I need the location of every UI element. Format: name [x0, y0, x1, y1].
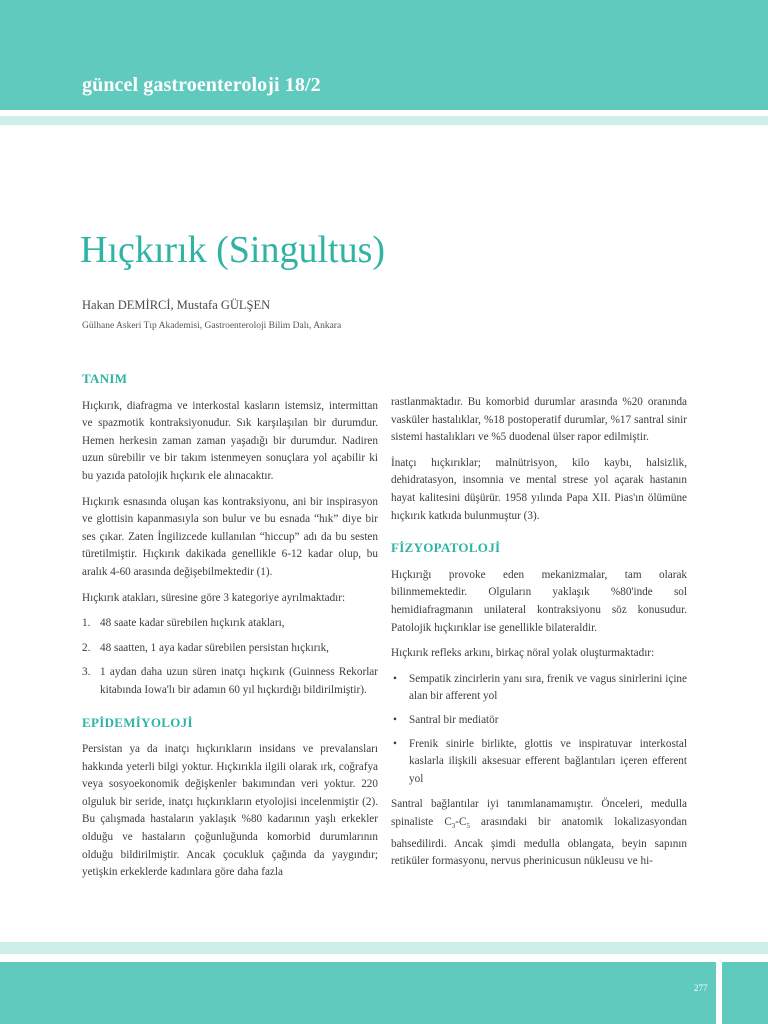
list-item [82, 640, 378, 658]
article-title: Hıçkırık (Singultus) [80, 229, 386, 271]
affiliation: Gülhane Askeri Tıp Akademisi, Gastroenteroloji Bilim Dalı, Ankara [82, 321, 342, 331]
subscript: 3 [451, 822, 456, 831]
paragraph: Hıçkırık atakları, süresine göre 3 kategoriye ayrılmaktadır: [82, 591, 346, 604]
list-item-text: Frenik sinirle birlikte, glottis ve inspiratuvar interkostal kaslarla ilişkili aksesuar efferent bağlantıları içeren efferent yol [409, 737, 687, 785]
section-heading-epidemiyoloji: EPİDEMİYOLOJİ [82, 714, 193, 730]
text-run: -C [455, 815, 467, 828]
paragraph: Hıçkırık, diafragma ve interkostal kasların istemsiz, intermittan ve spazmotik kontraksiyonudur. Sık karşılaşılan bir durumdur. Hemen herkesin zaman zaman yaşadığı bir durumdur. Nadiren uzun sürebilir ve bir takım istenmeyen sonuçlara yol açabilir ki bu yazıda patolojik hıçkırık ele alınacaktır. [82, 399, 378, 482]
list-item [391, 712, 687, 730]
list-item [82, 664, 378, 699]
numbered-list [82, 615, 378, 699]
footer-band [0, 962, 716, 1024]
list-number: 1. [82, 617, 91, 630]
paragraph: Hıçkırık esnasında oluşan kas kontraksiyonu, ani bir inspirasyon ve glottisin kapanmasıyla son bulur ve bu esnada “hık” diye bir ses çıkar. Zaten İngilizcede kullanılan “hiccup” adı da bu sesten türetilmiştir. Hıçkırık dakikada genellikle 6-12 kadar olup, bu aralık 4-60 arasında değişebilmektedir (1). [82, 495, 378, 578]
list-item [82, 615, 378, 633]
bullet-icon: • [393, 672, 397, 685]
section-heading-tanim: TANIM [82, 371, 128, 386]
subscript: 5 [466, 822, 470, 831]
header-stripe [0, 116, 768, 125]
paragraph [391, 796, 687, 871]
page-number: 277 [694, 983, 708, 993]
list-number: 2. [82, 641, 91, 654]
list-item-text: 48 saatten, 1 aya kadar sürebilen persistan hıçkırık, [100, 641, 329, 654]
section-heading-fizyopatoloji: FİZYOPATOLOJİ [391, 540, 501, 556]
right-column [391, 394, 687, 879]
footer-stripe [0, 942, 768, 954]
left-column [82, 370, 378, 890]
authors: Hakan DEMİRCİ, Mustafa GÜLŞEN [82, 298, 271, 312]
list-item [391, 736, 687, 789]
paragraph: rastlanmaktadır. Bu komorbid durumlar arasında %20 oranında vasküler hastalıklar, %18 postoperatif durumlar, %17 santral sinir sistemi hastalıkları ve %5 duodenal ülser rapor edilmiştir. [391, 396, 687, 444]
paragraph: Persistan ya da inatçı hıçkırıkların insidans ve prevalansları hakkında yeterli bilgi yoktur. Hıçkırıkla ilgili olarak ırk, coğrafya veya sosyoekonomik değişkenler bakımından veri yoktur. 220 olguluk bir seride, inatçı hıçkırıkların etyolojisi incelenmiştir (2). Bu çalışmada hastaların yaklaşık %80 kadarının yaşlı erkekler olduğu ve hastaların çoğunluğunda komorbid durumlarının olduğu bildirilmiştir. Ancak çocukluk çağında da yaygındır; yetişkin erkeklerde kadınlara göre daha fazla [82, 743, 378, 879]
text-run: Santral bağlantılar iyi tanımlanamamıştır. Önceleri, medulla spinaliste C [391, 798, 687, 828]
bullet-list [391, 671, 687, 789]
paragraph: İnatçı hıçkırıklar; malnütrisyon, kilo kaybı, halsizlik, dehidratasyon, insomnia ve mental strese yol açarak hastanın hayat kalitesini düşürür. 1958 yılında Papa XII. Pias'ın ölümüne hıçkırık katkıda bulunmuştur (3). [391, 456, 687, 522]
bullet-icon: • [393, 713, 397, 726]
list-number: 3. [82, 666, 91, 679]
paragraph: Hıçkırığı provoke eden mekanizmalar, tam olarak bilinmemektedir. Olguların yaklaşık %80'inde sol hemidiafragmanın unilateral kontraksiyonu söz konusudur. Patolojik hıçkırıklar ise genellikle bilateraldir. [391, 568, 687, 634]
journal-title: güncel gastroenteroloji 18/2 [82, 74, 321, 96]
list-item-text: Sempatik zincirlerin yanı sıra, frenik ve vagus sinirlerini içine alan bir afferent yol [409, 672, 687, 703]
bullet-icon: • [393, 737, 397, 750]
list-item [391, 671, 687, 706]
list-item-text: 1 aydan daha uzun süren inatçı hıçkırık (Guinness Rekorlar kitabında Iowa'lı bir adamın 60 yıl hıçkırdığı bildirilmiştir). [100, 666, 378, 696]
list-item-text: 48 saate kadar sürebilen hıçkırık atakları, [100, 617, 285, 630]
list-item-text: Santral bir mediatör [409, 713, 499, 726]
footer-band-tab [722, 962, 768, 1024]
text-run: arasındaki bir anatomik lokalizasyondan bahsedilirdi. Ancak şimdi medulla oblangata, beyin sapının retiküler formasyonu, nervus pherinicusun nükleusu ve hi- [391, 815, 687, 868]
paragraph: Hıçkırık refleks arkını, birkaç nöral yolak oluşturmaktadır: [391, 647, 655, 660]
